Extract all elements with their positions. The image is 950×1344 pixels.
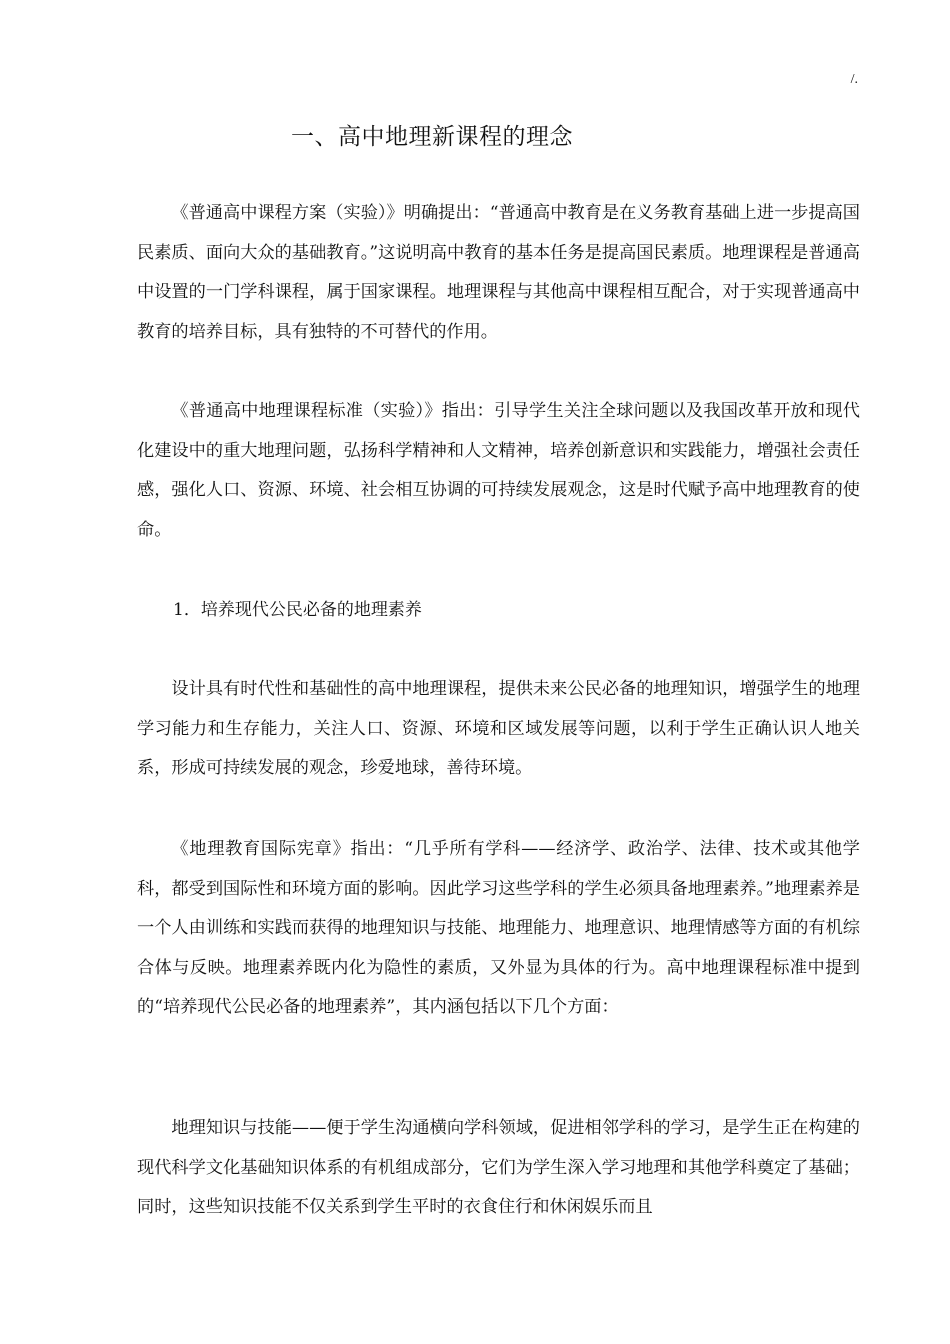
paragraph-1: 《普通高中课程方案（实验）》明确提出：“普通高中教育是在义务教育基础上进一步提高国民素质、面向大众的基础教育。”这说明高中教育的基本任务是提高国民素质。地理课程是普通高中设置的一门学科课程，属于国家课程。地理课程与其他高中课程相互配合，对于实现普通高中教育的培养目标，具有独特的不可替代的作用。 [137,203,860,342]
page-marker: /. [850,72,858,87]
paragraph-5: 地理知识与技能——便于学生沟通横向学科领域，促进相邻学科的学习，是学生正在构建的现代科学文化基础知识体系的有机组成部分，它们为学生深入学习地理和其他学科奠定了基础；同时，这些知识技能不仅关系到学生平时的衣食住行和休闲娱乐而且 [137,1118,860,1217]
section-heading: 1．培养现代公民必备的地理素养 [173,600,422,620]
paragraph-2: 《普通高中地理课程标准（实验）》指出：引导学生关注全球问题以及我国改革开放和现代化建设中的重大地理问题，弘扬科学精神和人文精神，培养创新意识和实践能力，增强社会责任感，强化人口、资源、环境、社会相互协调的可持续发展观念，这是时代赋予高中地理教育的使命。 [137,401,860,540]
paragraph-4: 《地理教育国际宪章》指出：“几乎所有学科——经济学、政治学、法律、技术或其他学科，都受到国际性和环境方面的影响。因此学习这些学科的学生必须具备地理素养。”地理素养是一个人由训练和实践而获得的地理知识与技能、地理能力、地理意识、地理情感等方面的有机综合体与反映。地理素养既内化为隐性的素质，又外显为具体的行为。高中地理课程标准中提到的“培养现代公民必备的地理素养”，其内涵包括以下几个方面： [137,839,860,1017]
paragraph-3: 设计具有时代性和基础性的高中地理课程，提供未来公民必备的地理知识，增强学生的地理学习能力和生存能力，关注人口、资源、环境和区域发展等问题，以利于学生正确认识人地关系，形成可持续发展的观念，珍爱地球，善待环境。 [137,679,860,778]
page-title: 一、高中地理新课程的理念 [291,124,573,150]
